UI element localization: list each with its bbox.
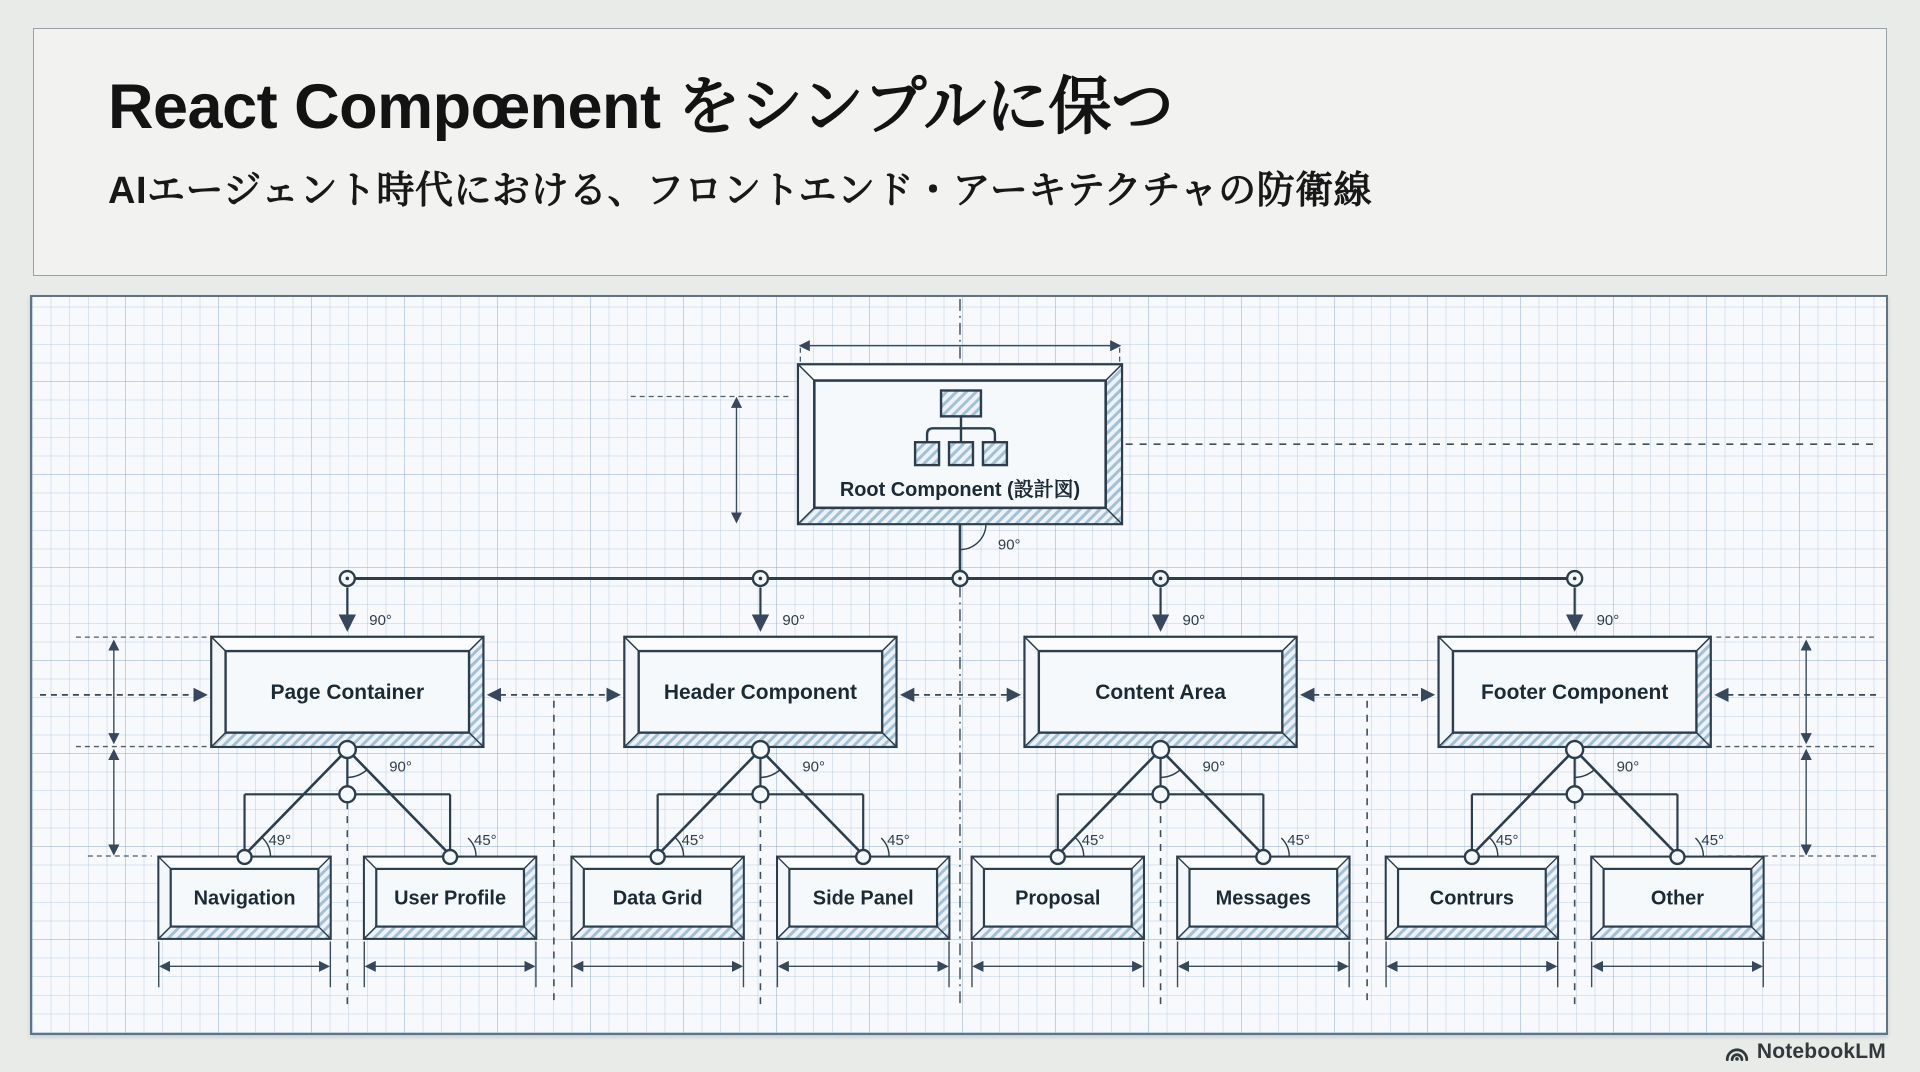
vertical-guides <box>347 585 1574 1005</box>
node-label: Data Grid <box>612 887 703 910</box>
node-footer-component <box>1439 637 1710 746</box>
node-label: User Profile <box>394 887 507 910</box>
angle-bus-4: 90° <box>1596 612 1620 630</box>
angle-bus-2: 90° <box>782 612 806 630</box>
angle-child-1: 49° <box>268 832 292 850</box>
node-other <box>1592 857 1764 939</box>
left-dimension-assembly <box>76 637 208 856</box>
node-label: Content Area <box>1095 680 1226 704</box>
node-side-panel <box>777 857 949 939</box>
node-header-component <box>625 637 896 746</box>
angle-bus-3: 90° <box>1182 612 1206 630</box>
node-label: Messages <box>1215 887 1312 910</box>
angle-root: 90° <box>997 536 1021 554</box>
angle-fan-1: 90° <box>389 758 412 776</box>
node-label: Other <box>1650 887 1705 910</box>
page-subtitle: AIエージェント時代における、フロントエンド・アーキテクチャの防衛線 <box>108 170 1373 213</box>
node-label: Side Panel <box>812 887 914 910</box>
right-dimension-assembly <box>1716 637 1878 856</box>
bus-drop-arrows <box>347 587 1574 629</box>
node-label: Contrurs <box>1429 887 1514 910</box>
angle-fan-3: 90° <box>1202 758 1226 776</box>
node-label: Root Component (設計図) <box>839 478 1081 501</box>
node-label: Header Component <box>663 680 857 704</box>
angle-child-8: 45° <box>1701 832 1725 850</box>
node-messages <box>1178 857 1350 939</box>
watermark-label: NotebookLM <box>1756 1040 1886 1063</box>
angle-child-7: 45° <box>1495 832 1519 850</box>
angle-child-2: 45° <box>474 832 497 850</box>
blueprint-diagram-panel <box>30 295 1888 1035</box>
page-title: React Compœnent をシンプルに保つ <box>108 72 1174 142</box>
angle-child-4: 45° <box>887 832 910 850</box>
angle-child-6: 45° <box>1287 832 1310 850</box>
node-page-container <box>212 637 483 746</box>
angle-bus-1: 90° <box>369 612 392 630</box>
angle-child-5: 45° <box>1081 832 1105 850</box>
node-user-profile <box>364 857 536 939</box>
component-tree-diagram <box>32 297 1886 1033</box>
notebooklm-logo-icon <box>1724 1041 1750 1063</box>
node-proposal <box>972 857 1144 939</box>
angle-child-3: 45° <box>681 832 705 850</box>
node-label: Navigation <box>193 887 296 910</box>
notebooklm-watermark <box>1724 1038 1886 1066</box>
child-width-dimensions <box>159 941 1764 987</box>
angle-fan-4: 90° <box>1616 758 1640 776</box>
node-label: Footer Component <box>1481 680 1669 704</box>
node-root-component <box>798 365 1121 524</box>
node-data-grid <box>572 857 744 939</box>
node-content-area <box>1025 637 1296 746</box>
angle-fan-2: 90° <box>802 758 825 776</box>
node-contrurs <box>1386 857 1558 939</box>
root-to-bus-connector <box>960 524 986 574</box>
node-navigation <box>159 857 331 939</box>
root-height-dimension <box>631 396 793 521</box>
title-block <box>33 28 1887 276</box>
node-label: Page Container <box>270 680 425 704</box>
node-label: Proposal <box>1015 887 1101 910</box>
